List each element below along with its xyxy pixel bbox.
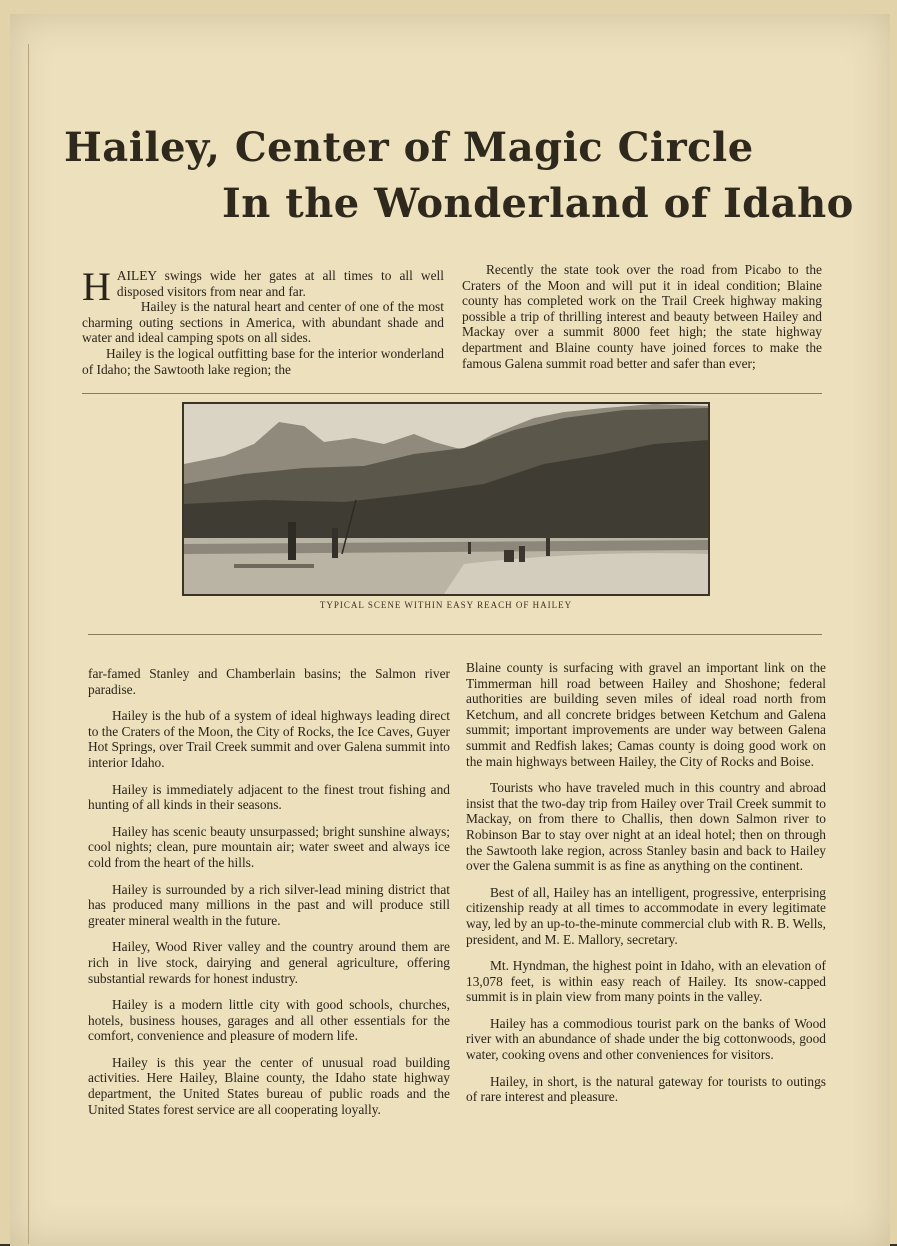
intro-paragraph-3: Hailey is the logical outfitting base for the interior wonderland of Idaho; the Sawtooth lake region; the <box>82 345 444 377</box>
intro-right-paragraph: Recently the state took over the road from Picabo to the Craters of the Moon and will put it in ideal condition; Blaine county has completed work on the Trail Creek highway making possible a trip of thrilling interest and beauty between Hailey and Mackay over a summit 8000 feet high; the state highway department and Blaine county have joined forces to make the famous Galena summit road better and safer than ever; <box>462 262 822 371</box>
body-paragraph: Blaine county is surfacing with gravel an important link on the Timmerman hill road between Hailey and Shoshone; federal authorities are building seven miles of ideal road north from Ketchum, and all concrete bridges between Ketchum and Galena summit; important improvements are under way between Galena summit and Redfish lakes; Camas county is doing good work on the main highways between Hailey, the City of Rocks and Boise. <box>466 660 826 769</box>
intro-paragraph-2: Hailey is the natural heart and center of one of the most charming outing sections in America, with abundant shade and water and ideal camping spots on all sides. <box>82 299 444 346</box>
body-paragraph: Hailey is this year the center of unusual road building activities. Here Hailey, Blaine county, the Idaho state highway department, the United States bureau of public roads and the United States forest service are all cooperating loyally. <box>88 1054 450 1117</box>
body-left-column <box>88 666 450 1128</box>
divider-bottom <box>88 634 822 635</box>
binding-edge <box>28 44 29 1244</box>
photo-caption: TYPICAL SCENE WITHIN EASY REACH OF HAILEY <box>319 600 573 610</box>
intro-left-column <box>82 264 444 377</box>
intro-right-column <box>462 262 822 371</box>
body-paragraph: Hailey is the hub of a system of ideal highways leading direct to the Craters of the Moon, the City of Rocks, the Ice Caves, Guyer Hot Springs, over Trail Creek summit and over Galena summit into interior Idaho. <box>88 708 450 770</box>
divider-top <box>82 393 822 394</box>
body-paragraph: Best of all, Hailey has an intelligent, progressive, enterprising citizenship ready at all times to accommodate in every legitimate way, led by an up-to-the-minute commercial club with R. B. Wells, president, and M. E. Mallory, secretary. <box>466 884 826 947</box>
body-paragraph: Hailey is a modern little city with good schools, churches, hotels, business houses, garages and all other essentials for the comfort, convenience and pleasure of modern life. <box>88 997 450 1044</box>
drop-cap: H <box>82 264 111 309</box>
body-paragraph: Tourists who have traveled much in this country and abroad insist that the two-day trip from Hailey over Trail Creek summit to Mackay, on from there to Challis, then down Salmon river to Robinson Bar to stay over night at an ideal hotel; then on through the Sawtooth lake region, across Stanley basin and back to Hailey over the Galena summit is as fine as anything on the continent. <box>466 780 826 874</box>
body-paragraph: Mt. Hyndman, the highest point in Idaho, with an elevation of 13,078 feet, is within easy reach of Hailey. Its snow-capped summit is in plain view from many points in the valley. <box>466 958 826 1005</box>
body-paragraph: Hailey is surrounded by a rich silver-lead mining district that has produced many millions in the past and will produce still greater mineral wealth in the future. <box>88 881 450 928</box>
body-paragraph: Hailey, Wood River valley and the country around them are rich in live stock, dairying and general agriculture, offering substantial rewards for honest industry. <box>88 939 450 986</box>
page-title-line-2: In the Wonderland of Idaho <box>222 180 854 227</box>
lake-scene-image <box>184 404 708 594</box>
body-paragraph: Hailey has a commodious tourist park on the banks of Wood river with an abundance of shade under the big cottonwoods, good water, cooking ovens and other conveniences for visitors. <box>466 1015 826 1063</box>
body-paragraph: Hailey, in short, is the natural gateway for tourists to outings of rare interest and pleasure. <box>466 1073 826 1105</box>
page-title-line-1: Hailey, Center of Magic Circle <box>64 124 754 171</box>
body-paragraph: Hailey has scenic beauty unsurpassed; bright sunshine always; cool nights; clean, pure mountain air; water sweet and always ice cold from the heart of the hills. <box>88 823 450 870</box>
body-paragraph: Hailey is immediately adjacent to the finest trout fishing and hunting of all kinds in their seasons. <box>88 781 450 813</box>
body-paragraph: far-famed Stanley and Chamberlain basins; the Salmon river paradise. <box>88 666 450 697</box>
intro-paragraph-1: AILEY swings wide her gates at all times to all well disposed visitors from near and far. <box>116 268 444 299</box>
scenic-photo <box>182 402 710 596</box>
body-right-column <box>466 660 826 1116</box>
